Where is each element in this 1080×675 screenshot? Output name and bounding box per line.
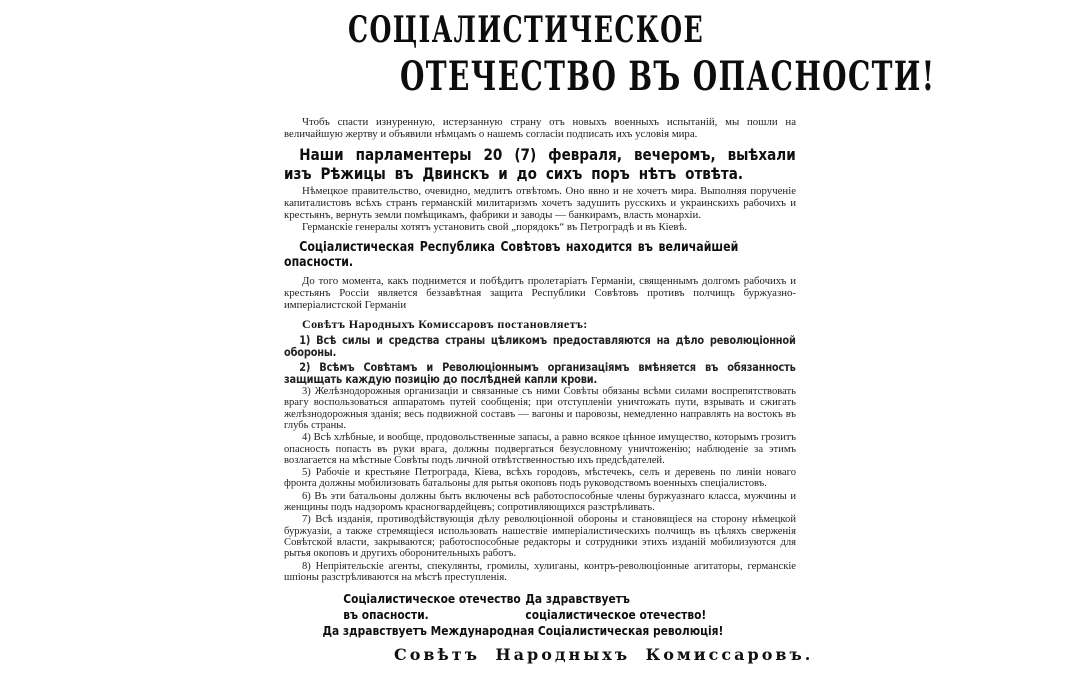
poster-title-line-2: ОТЕЧЕСТВО ВЪ ОПАСНОСТИ! [400,53,936,100]
decree-heading-line: Совѣтъ Народныхъ Комиссаровъ постановляетъ: [302,316,588,331]
german-generals-line: Германскіе генералы хотятъ установить свой „порядокъ“ въ Петроградѣ и въ Кіевѣ. [302,221,688,234]
poster-title-row-2 [400,53,936,100]
parliamentarians-paragraph: Наши парламентеры 20 (7) февраля, вечеромъ, выѣхали изъ Рѣжицы въ Двинскъ и до сихъ поръ нѣтъ отвѣта. [284,144,796,183]
german-government-paragraph: Нѣмецкое правительство, очевидно, медлитъ отвѣтомъ. Оно явно и не хочетъ мира. Выполняя порученіе капиталистовъ всѣхъ странъ германскій милитаризмъ хочетъ задушить русскихъ и украинскихъ рабочихъ и крестьянъ, вернуть земли помѣщикамъ, фабрики и заводы — банкирамъ, власть монархіи. [284,184,796,222]
closing-slogan-line-2: Да здравствуетъ Международная Соціалистическая революція! [322,623,724,639]
duty-paragraph: До того момента, какъ поднимется и побѣдитъ пролетаріатъ Германіи, священнымъ долгомъ рабочихъ и крестьянъ Россіи является беззавѣтная защита Республики Совѣтовъ противъ полчищъ буржуазно-имперіалистской Германіи [284,274,796,312]
poster-title-row-1 [348,9,796,51]
decree-item-2: 2) Всѣмъ Совѣтамъ и Революціоннымъ организаціямъ вмѣняется въ обязанность защищать каждую позицію до послѣдней капли крови. [284,359,796,386]
poster-title-line-1: СОЦІАЛИСТИЧЕСКОЕ [348,9,705,51]
decree-item-3: 3) Желѣзнодорожныя организаціи и связанные съ ними Совѣты обязаны всѣми силами воспрепятствовать врагу воспользоваться аппаратомъ путей сообщенія; при отступленіи уничтожать пути, взрывать и сжигать желѣзнодорожныя зданія; весь подвижной составъ — вагоны и паровозы, немедленно направлять на востокъ въ глубь страны. [284,386,796,431]
decree-item-8: 8) Непріятельскіе агенты, спекулянты, громилы, хулиганы, контръ-революціонные агитаторы, германскіе шпіоны разстрѣливаются на мѣстѣ преступленія. [284,560,796,583]
intro-paragraph: Чтобъ спасти изнуренную, истерзанную страну отъ новыхъ военныхъ испытаній, мы пошли на величайшую жертву и объявили нѣмцамъ о нашемъ согласіи подписать ихъ условія мира. [284,116,796,141]
closing-slogan-right: Да здравствуетъ соціалистическое отечество! [525,591,707,623]
decree-item-1: 1) Всѣ силы и средства страны цѣликомъ предоставляются на дѣло революціонной обороны. [284,332,796,359]
decree-item-6: 6) Въ эти батальоны должны быть включены всѣ работоспособные члены буржуазнаго класса, мужчины и женщины подъ надзоромъ красногвардейцевъ; сопротивляющихся разстрѣливать. [284,490,796,514]
poster-title [284,9,936,100]
decree-item-4: 4) Всѣ хлѣбные, и вообще, продовольственные запасы, а равно всякое цѣнное имущество, которымъ грозитъ опасность попасть въ руки врага, должны подвергаться безусловному уничтоженію; наблюденіе за этимъ возлагается на мѣстные Совѣты подъ личной отвѣтственностью ихъ предсѣдателей. [284,432,796,466]
closing-slogans [284,591,796,639]
decree-item-5: 5) Рабочіе и крестьяне Петрограда, Кіева, всѣхъ городовъ, мѣстечекъ, селъ и деревень по линіи новаго фронта должны мобилизовать батальоны для рытья окоповъ подъ руководствомъ военныхъ спеціалистовъ. [284,467,796,490]
decree-item-7: 7) Всѣ изданія, противодѣйствующія дѣлу революціонной обороны и становящіеся на сторону нѣмецкой буржуазіи, а также стремящіеся использовать нашествіе имперіалистическихъ полчищъ въ цѣляхъ сверженія Совѣтской власти, закрываются; работоспособные редакторы и сотрудники этихъ изданій мобилизуются для рытья окоповъ и другихъ оборонительныхъ работъ. [284,514,796,560]
closing-slogan-left: Соціалистическое отечество въ опасности. [343,591,521,623]
decree-document [284,0,936,665]
closing-slogan-row [284,591,796,623]
republic-danger-line: Соціалистическая Республика Совѣтовъ находится въ величайшей опасности. [284,239,739,270]
signature-line: Совѣтъ Народныхъ Комиссаровъ. [394,645,814,665]
